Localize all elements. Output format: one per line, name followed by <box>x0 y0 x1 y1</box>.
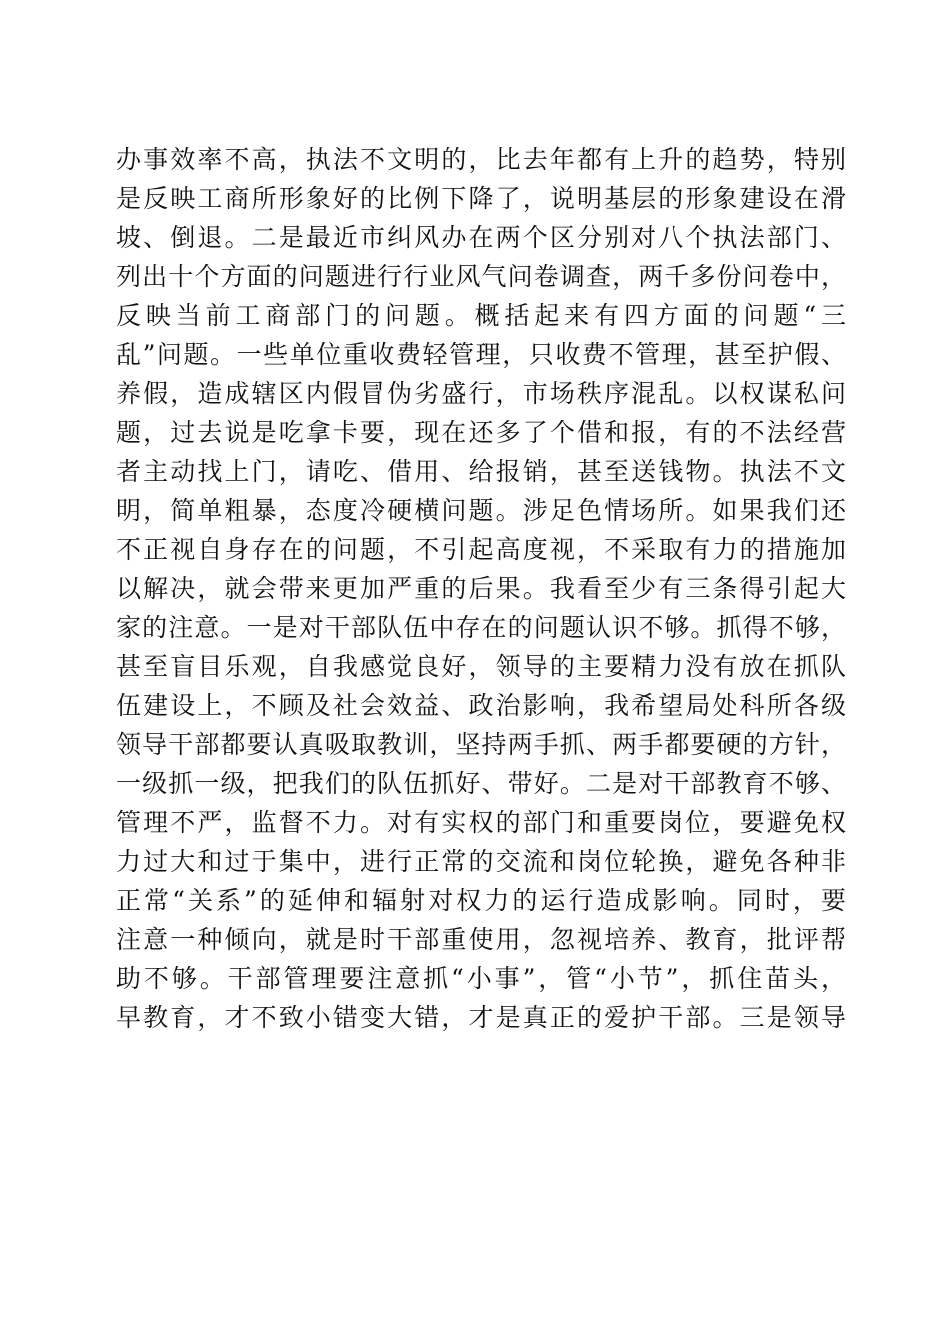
text-line: 题，过去说是吃拿卡要，现在还多了个借和报，有的不法经营 <box>116 418 846 447</box>
text-line: 列出十个方面的问题进行行业风气问卷调查，两千多份问卷中， <box>116 262 846 291</box>
body-text <box>116 140 846 1037</box>
text-line: 家的注意。一是对干部队伍中存在的问题认识不够。抓得不够， <box>116 613 846 642</box>
text-line: 是反映工商所形象好的比例下降了，说明基层的形象建设在滑 <box>116 184 846 213</box>
text-line: 早教育，才不致小错变大错，才是真正的爱护干部。三是领导 <box>116 1003 846 1032</box>
text-line: 不正视自身存在的问题，不引起高度视，不采取有力的措施加 <box>116 535 846 564</box>
text-line: 注意一种倾向，就是时干部重使用，忽视培养、教育，批评帮 <box>116 925 846 954</box>
text-line: 养假，造成辖区内假冒伪劣盛行，市场秩序混乱。以权谋私问 <box>116 379 846 408</box>
text-line: 正常“关系”的延伸和辐射对权力的运行造成影响。同时，要 <box>116 886 846 915</box>
text-line: 伍建设上，不顾及社会效益、政治影响，我希望局处科所各级 <box>116 691 846 720</box>
text-line: 以解决，就会带来更加严重的后果。我看至少有三条得引起大 <box>116 574 846 603</box>
text-line: 者主动找上门，请吃、借用、给报销，甚至送钱物。执法不文 <box>116 457 846 486</box>
text-line: 明，简单粗暴，态度冷硬横问题。涉足色情场所。如果我们还 <box>116 496 846 525</box>
text-line: 乱”问题。一些单位重收费轻管理，只收费不管理，甚至护假、 <box>116 340 846 369</box>
text-line: 管理不严，监督不力。对有实权的部门和重要岗位，要避免权 <box>116 808 846 837</box>
text-line: 坡、倒退。二是最近市纠风办在两个区分别对八个执法部门、 <box>116 223 846 252</box>
text-line: 领导干部都要认真吸取教训，坚持两手抓、两手都要硬的方针， <box>116 730 846 759</box>
text-line: 反映当前工商部门的问题。概括起来有四方面的问题“三 <box>116 301 846 330</box>
text-line: 一级抓一级，把我们的队伍抓好、带好。二是对干部教育不够、 <box>116 769 846 798</box>
text-line: 甚至盲目乐观，自我感觉良好，领导的主要精力没有放在抓队 <box>116 652 846 681</box>
text-line: 办事效率不高，执法不文明的，比去年都有上升的趋势，特别 <box>116 145 846 174</box>
text-line: 助不够。干部管理要注意抓“小事”，管“小节”，抓住苗头， <box>116 964 846 993</box>
text-line: 力过大和过于集中，进行正常的交流和岗位轮换，避免各种非 <box>116 847 846 876</box>
